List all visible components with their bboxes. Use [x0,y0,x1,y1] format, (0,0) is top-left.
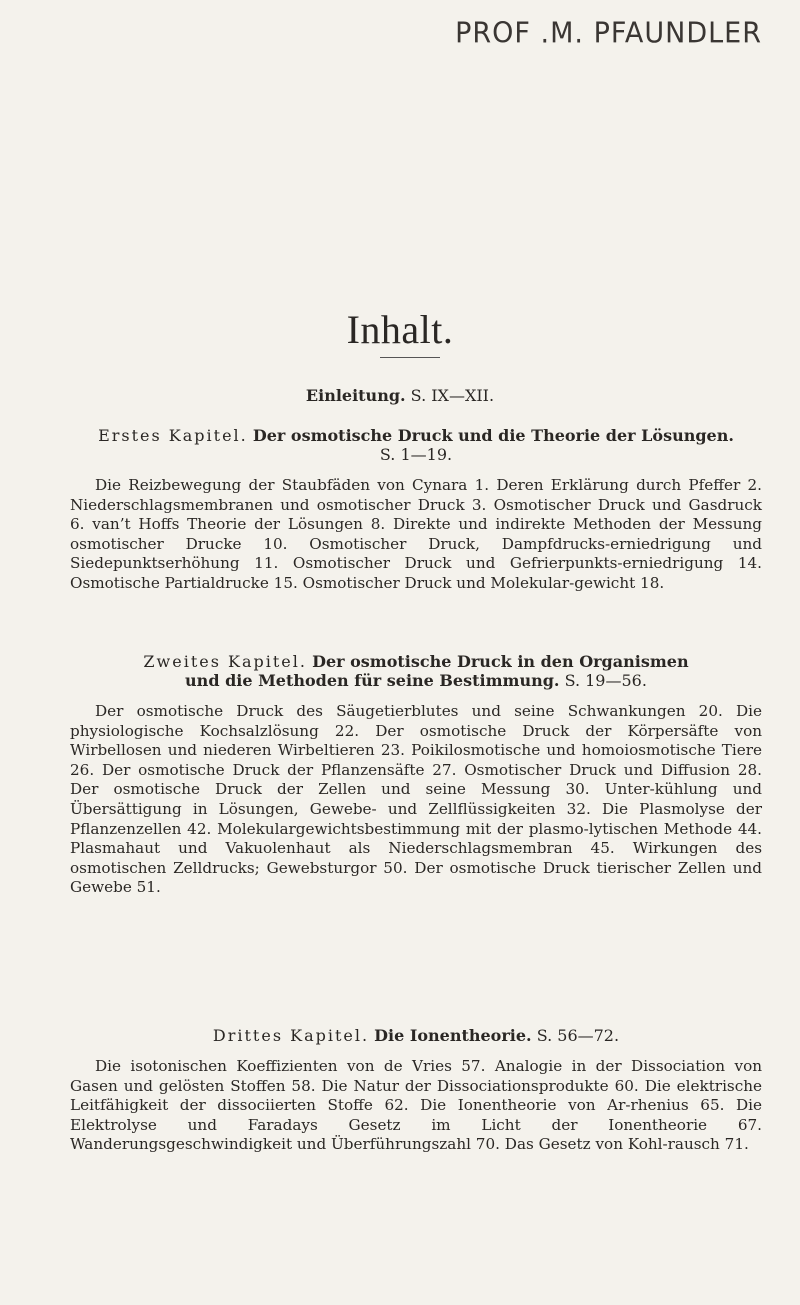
chapter-2-title: Der osmotische Druck in den Organismen [312,652,689,671]
chapter-3-title: Die Ionentheorie. [374,1026,532,1045]
chapter-3-heading [70,1026,762,1045]
intro-pages: S. IX—XII. [410,386,495,405]
intro-entry [0,386,800,405]
chapter-1-title: Der osmotische Druck und die Theorie der Lösungen. [252,426,734,445]
chapter-2-label: Zweites Kapitel. [143,652,307,671]
owner-stamp: PROF .M. PFAUNDLER [455,17,762,50]
chapter-3-pages: S. 56—72. [536,1026,620,1045]
chapter-2-heading [70,652,762,690]
chapter-3 [70,1026,762,1155]
page-title: Inhalt. [346,307,454,352]
chapter-1-pages: S. 1—19. [379,445,453,464]
chapter-1-contents: Die Reizbewegung der Staubfäden von Cynara 1. Deren Erklärung durch Pfeffer 2. Niederschlagsmembranen und osmotischer Druck 3. Osmotischer Druck und Gasdruck 6. van’t Hoffs Theorie der Lösungen 8. Direkte und indirekte Methoden der Messung osmotischer Drucke 10. Osmotischer Druck, Dampfdrucks-erniedrigung und Siedepunktserhöhung 11. Osmotischer Druck und Gefrierpunkts-erniedrigung 14. Osmotische Partialdrucke 15. Osmotischer Druck und Molekular-gewicht 18. [70,476,762,592]
chapter-2 [70,652,762,898]
chapter-1-heading [70,426,762,464]
chapter-2-title-line2: und die Methoden für seine Bestimmung. [185,671,560,690]
chapter-1-label: Erstes Kapitel. [98,426,248,445]
chapter-1 [70,426,762,594]
chapter-3-contents: Die isotonischen Koeffizienten von de Vries 57. Analogie in der Dissociation von Gasen und gelösten Stoffen 58. Die Natur der Dissociationsprodukte 60. Die elektrische Leitfähigkeit der dissociierten Stoffe 62. Die Ionentheorie von Ar-rhenius 65. Die Elektrolyse und Faradays Gesetz im Licht der Ionentheorie 67. Wanderungsgeschwindigkeit und Überführungszahl 70. Das Gesetz von Kohl-rausch 71. [70,1057,762,1154]
chapter-2-contents: Der osmotische Druck des Säugetierblutes und seine Schwankungen 20. Die physiologische Kochsalzlösung 22. Der osmotische Druck der Körpersäfte von Wirbellosen und niederen Wirbeltieren 23. Poikilosmotische und homoiosmotische Tiere 26. Der osmotische Druck der Pflanzensäfte 27. Osmotischer Druck und Diffusion 28. Der osmotische Druck der Zellen und seine Messung 30. Unter-kühlung und Übersättigung in Lösungen, Gewebe- und Zellflüssigkeiten 32. Die Plasmolyse der Pflanzenzellen 42. Molekulargewichtsbestimmung mit der plasmo-lytischen Methode 44. Plasmahaut und Vakuolenhaut als Niederschlagsmembran 45. Wirkungen des osmotischen Zelldrucks; Gewebsturgor 50. Der osmotische Druck tierischer Zellen und Gewebe 51. [70,702,762,897]
chapter-3-label: Drittes Kapitel. [212,1026,370,1045]
intro-label: Einleitung. [305,386,406,405]
chapter-2-pages: S. 19—56. [564,671,647,690]
title-divider [380,357,440,358]
